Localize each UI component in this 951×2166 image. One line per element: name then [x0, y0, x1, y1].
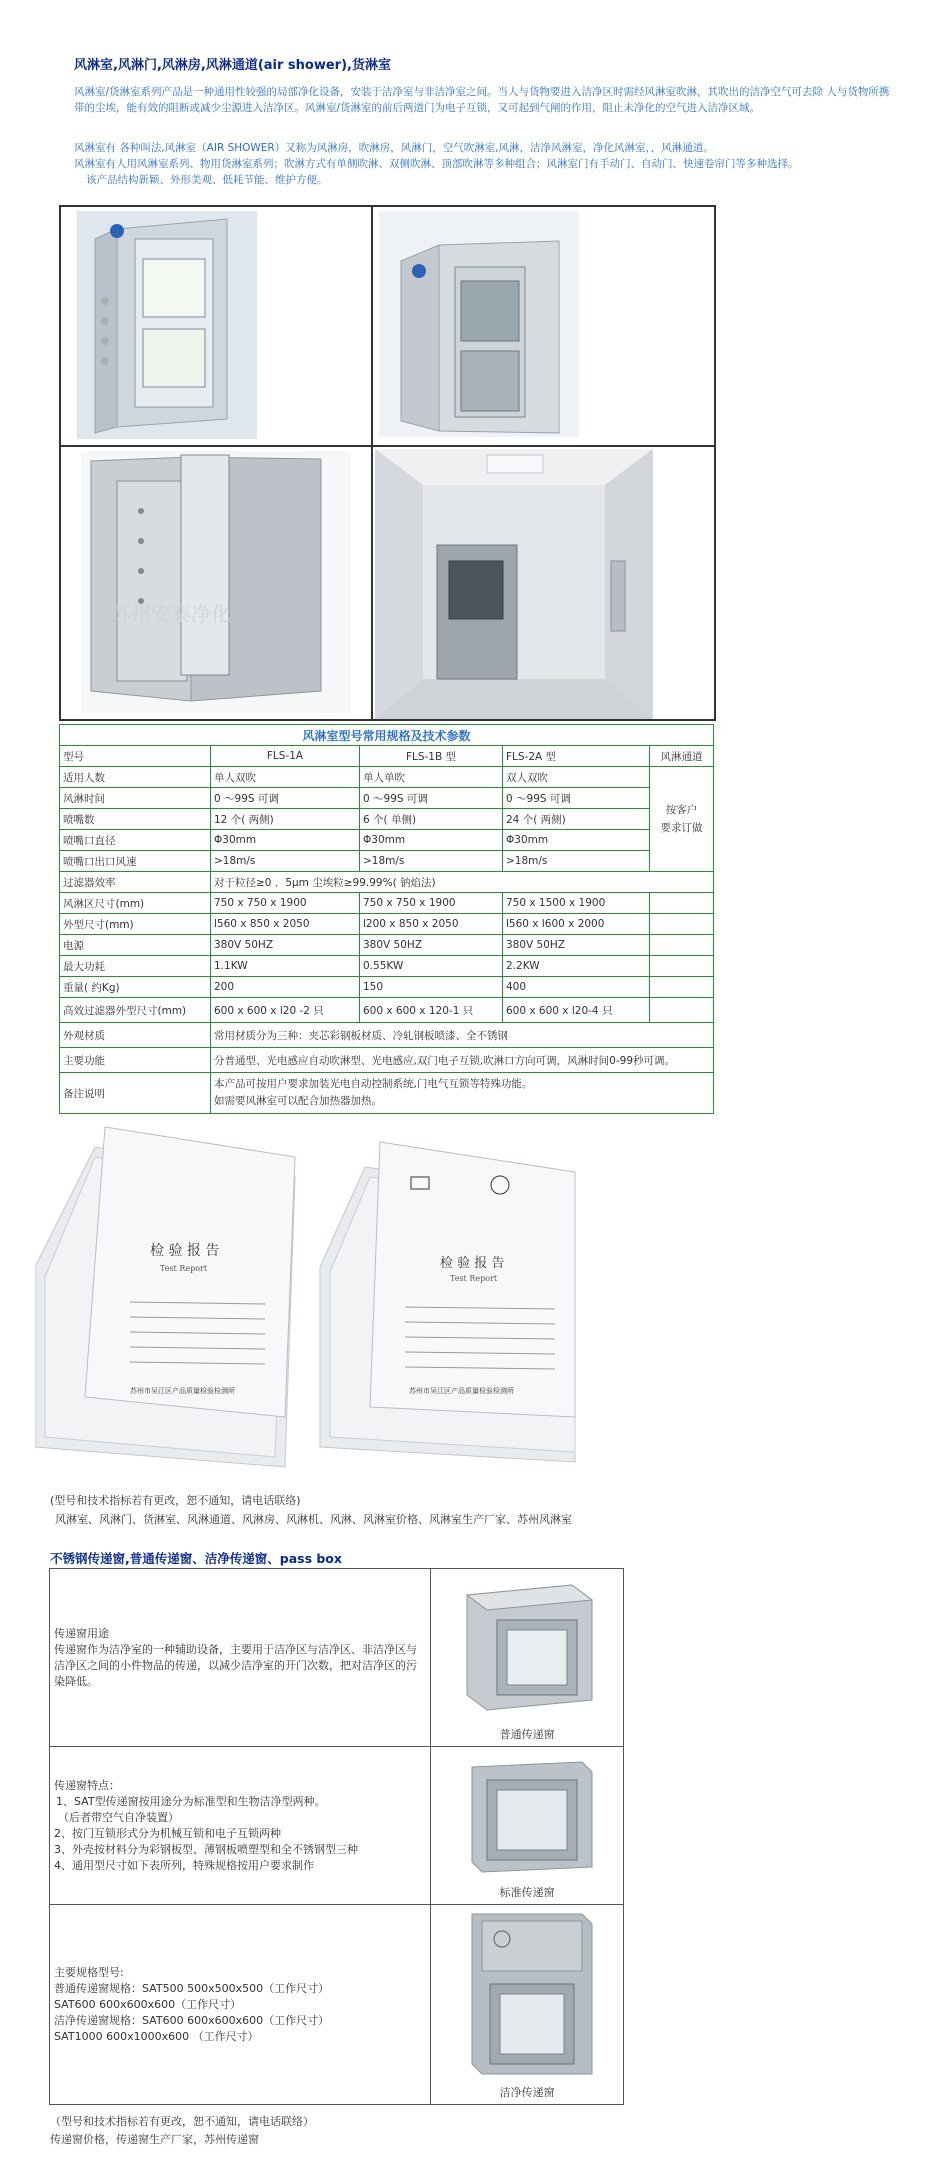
- air-shower-photo-1: [77, 211, 257, 439]
- table-cell: 喷嘴数: [60, 809, 211, 830]
- table-cell: 双人双吹: [503, 767, 650, 788]
- alias-line: 风淋室有 各种叫法,风淋室（AIR SHOWER）又称为风淋房，吹淋房，风淋门，空气吹淋室,风淋，洁净风淋室，净化风淋室，，风淋通道。: [74, 142, 714, 154]
- table-cell: >18m/s: [360, 851, 503, 872]
- table-cell: >18m/s: [211, 851, 360, 872]
- air-shower-room-photo: [375, 449, 653, 719]
- table-cell: 最大功耗: [60, 956, 211, 977]
- photo-cell-1: [60, 206, 372, 446]
- table-cell: 分普通型、光电感应自动吹淋型、光电感应,双门电子互锁,吹淋口方向可调，风淋时间0-99秒可调。: [211, 1048, 714, 1073]
- change-notice-2: （型号和技术指标若有更改，恕不通知，请电话联络）: [50, 2115, 314, 2128]
- table-cell: 过滤器效率: [60, 872, 211, 893]
- caption-standard-pass-box: 普通传递窗: [499, 1728, 555, 1741]
- table-cell: 0 ～99S 可调: [360, 788, 503, 809]
- intro-paragraph: 风淋室/货淋室系列产品是一种通用性较强的局部净化设备，安装于洁净室与非洁净室之间。当人与货物要进入洁净区时需经风淋室吹淋，其吹出的洁净空气可去除 人与货物所携带的尘埃，能有效的阻断或减少尘源进入洁净区。风淋室/货淋室的前后两道门为电子互锁，又可起到气闸的作用，阻止未净化的空气进入洁净区域。: [74, 86, 890, 114]
- photo-cell-3: [60, 446, 372, 720]
- features-line: 1、SAT型传递窗按用途分为标准型和生物洁净型两种。: [56, 1794, 326, 1808]
- spec-caption: 风淋室型号常用规格及技术参数: [60, 725, 714, 746]
- report-title-left: 检 验 报 告: [150, 1243, 220, 1259]
- standard-window-image: [452, 1752, 602, 1877]
- table-cell: 380V 50HZ: [211, 935, 360, 956]
- table-cell: 备注说明: [60, 1073, 211, 1114]
- models-line: 洁净传递窗规格：SAT600 600x600x600（工作尺寸）: [54, 2013, 330, 2027]
- table-cell: [650, 935, 714, 956]
- table-cell: [650, 893, 714, 914]
- table-row: [60, 767, 714, 788]
- table-row: [60, 1048, 714, 1073]
- table-cell: 风淋区尺寸(mm): [60, 893, 211, 914]
- table-cell: [650, 998, 714, 1023]
- pass-box-usage: [50, 1569, 431, 1747]
- table-cell: 200: [211, 977, 360, 998]
- table-cell: 400: [503, 977, 650, 998]
- models-line: SAT600 600x600x600（工作尺寸）: [54, 1997, 242, 2011]
- models-line: 普通传递窗规格：SAT500 500x500x500（工作尺寸）: [54, 1981, 330, 1995]
- pass-box-models: [50, 1905, 431, 2105]
- air-shower-photo-2: [379, 211, 579, 437]
- header-cell: 型号: [60, 746, 211, 767]
- table-cell: 24 个( 两侧): [503, 809, 650, 830]
- table-row: [60, 851, 714, 872]
- pass-box-photo-cell: [431, 1905, 624, 2105]
- table-row: [60, 893, 714, 914]
- header-cell: FLS-1A: [211, 746, 360, 767]
- table-cell: 单人双吹: [211, 767, 360, 788]
- air-shower-photo-3: [81, 451, 351, 713]
- features-line: 3、外壳按材料分为彩钢板型、薄钢板喷塑型和全不锈钢型三种: [54, 1842, 358, 1856]
- photo-cell-4: [372, 446, 715, 720]
- keyword-list-2: 传递窗价格，传递窗生产厂家，苏州传递窗: [50, 2133, 259, 2146]
- report-subtitle-right: Test Report: [450, 1274, 498, 1283]
- table-cell: l200 x 850 x 2050: [360, 914, 503, 935]
- table-cell: Φ30mm: [211, 830, 360, 851]
- table-cell: 重量( 约Kg): [60, 977, 211, 998]
- table-row: [60, 977, 714, 998]
- table-cell: 风淋时间: [60, 788, 211, 809]
- caption-clean-pass-box: 洁净传递窗: [499, 2086, 555, 2099]
- table-row: [60, 809, 714, 830]
- section-title-pass-box: 不锈钢传递窗,普通传递窗、洁净传递窗、pass box: [50, 1551, 342, 1566]
- table-row: [50, 1905, 624, 2105]
- intro-paragraph-2: [74, 140, 894, 188]
- header-cell: 风淋通道: [650, 746, 714, 767]
- table-cell: [211, 1073, 714, 1114]
- custom-note-line: 要求订做: [660, 822, 703, 834]
- pass-box-features: [50, 1747, 431, 1905]
- table-row: [60, 914, 714, 935]
- table-cell: 常用材质分为三种：夹芯彩钢板材质、冷轧钢板喷漆、全不锈钢: [211, 1023, 714, 1048]
- table-cell: 适用人数: [60, 767, 211, 788]
- table-cell: 外型尺寸(mm): [60, 914, 211, 935]
- table-cell: 150: [360, 977, 503, 998]
- remark-line: 本产品可按用户要求加装光电自动控制系统,门电气互锁等特殊功能。: [214, 1078, 533, 1090]
- table-cell: 1.1KW: [211, 956, 360, 977]
- table-row: [60, 872, 714, 893]
- change-notice: (型号和技术指标若有更改，恕不通知，请电话联络): [50, 1494, 301, 1507]
- table-cell: 6 个( 单侧): [360, 809, 503, 830]
- table-cell: [650, 956, 714, 977]
- table-row: [60, 935, 714, 956]
- pass-box-table: [49, 1568, 624, 2105]
- models-line: SAT1000 600x1000x600 （工作尺寸）: [54, 2029, 259, 2043]
- table-cell: 主要功能: [60, 1048, 211, 1073]
- usage-body: 传递窗作为洁净室的一种辅助设备，主要用于洁净区与洁净区、非洁净区与洁净区之间的小件物品的传递，以减少洁净室的开门次数，把对洁净区的污染降低。: [54, 1642, 417, 1688]
- table-cell: [650, 977, 714, 998]
- features-line: 4、通用型尺寸如下表所列，特殊规格按用户要求制作: [54, 1858, 314, 1872]
- table-cell: 对于粒径≥0 ．5μm 尘埃粒≥99.99%( 钠焰法): [211, 872, 714, 893]
- remark-line: 如需要风淋室可以配合加热器加热。: [214, 1095, 382, 1107]
- table-cell: 高效过滤器外型尺寸(mm): [60, 998, 211, 1023]
- custom-note-line: 按客户: [665, 804, 698, 816]
- table-cell: 750 x 750 x 1900: [360, 893, 503, 914]
- features-line: 2、按门互锁形式分为机械互锁和电子互锁两种: [54, 1826, 281, 1840]
- test-report-images: [35, 1117, 580, 1477]
- page-title: 风淋室,风淋门,风淋房,风淋通道(air shower),货淋室: [74, 58, 391, 73]
- table-cell: l560 x l600 x 2000: [503, 914, 650, 935]
- table-row: [60, 1023, 714, 1048]
- pass-box-photo-cell: [431, 1569, 624, 1747]
- table-cell: 750 x 750 x 1900: [211, 893, 360, 914]
- standard-pass-box-image: [452, 1575, 602, 1715]
- features-title: 传递窗特点：: [54, 1778, 120, 1792]
- table-cell: 0 ～99S 可调: [503, 788, 650, 809]
- table-cell: 12 个( 两侧): [211, 809, 360, 830]
- table-row: [60, 788, 714, 809]
- table-row: [50, 1569, 624, 1747]
- report-org-right: 苏州市吴江区产品质量检验检测所: [409, 1387, 514, 1395]
- report-org-left: 苏州市吴江区产品质量检验检测所: [130, 1387, 235, 1395]
- pass-box-photo-cell: [431, 1747, 624, 1905]
- watermark-text: 苏州安泰净化: [111, 602, 231, 626]
- table-row: [60, 746, 714, 767]
- features-line: （后者带空气自净装置）: [58, 1810, 179, 1824]
- table-cell: 600 x 600 x l20-4 只: [503, 998, 650, 1023]
- table-cell: 2.2KW: [503, 956, 650, 977]
- series-line: 风淋室有人用风淋室系列、物用货淋室系列；吹淋方式有单侧吹淋、双侧吹淋、顶部吹淋等多种组合；风淋室门有手动门、自动门、快速卷帘门等多种选择。: [74, 158, 799, 170]
- test-report-right: [320, 1142, 575, 1462]
- table-cell: 380V 50HZ: [503, 935, 650, 956]
- models-title: 主要规格型号:: [54, 1965, 124, 1979]
- clean-pass-box-image: [452, 1909, 602, 2079]
- table-cell: Φ30mm: [503, 830, 650, 851]
- photo-cell-2: [372, 206, 715, 446]
- table-cell: 600 x 600 x 120-1 只: [360, 998, 503, 1023]
- header-cell: FLS-2A 型: [503, 746, 650, 767]
- header-cell: FLS-1B 型: [360, 746, 503, 767]
- table-cell: [650, 914, 714, 935]
- table-cell: 单人单吹: [360, 767, 503, 788]
- table-row: [60, 830, 714, 851]
- report-title-right: 检 验 报 告: [440, 1256, 505, 1271]
- table-cell: 380V 50HZ: [360, 935, 503, 956]
- usage-title: 传递窗用途: [54, 1626, 109, 1640]
- table-row: [60, 998, 714, 1023]
- table-cell: 电源: [60, 935, 211, 956]
- table-cell: 0 ～99S 可调: [211, 788, 360, 809]
- table-row: [60, 1073, 714, 1114]
- table-cell: Φ30mm: [360, 830, 503, 851]
- table-cell: >18m/s: [503, 851, 650, 872]
- table-cell: 喷嘴口直径: [60, 830, 211, 851]
- keyword-list: 风淋室、风淋门、货淋室、风淋通道、风淋房、风淋机、风淋、风淋室价格、风淋室生产厂家、苏州风淋室: [55, 1513, 572, 1526]
- custom-order-note: [650, 767, 714, 872]
- report-subtitle-left: Test Report: [160, 1264, 208, 1273]
- table-cell: 0.55KW: [360, 956, 503, 977]
- table-cell: 600 x 600 x l20 -2 只: [211, 998, 360, 1023]
- feature-line: 该产品结构新颖、外形美观、低耗节能、维护方便。: [86, 174, 328, 186]
- product-photo-grid: [59, 205, 716, 721]
- table-cell: 750 x 1500 x 1900: [503, 893, 650, 914]
- table-row: [50, 1747, 624, 1905]
- caption-standard-window: 标准传递窗: [499, 1886, 555, 1899]
- spec-table: [59, 724, 714, 1114]
- table-cell: l560 x 850 x 2050: [211, 914, 360, 935]
- table-row: [60, 956, 714, 977]
- table-cell: 外观材质: [60, 1023, 211, 1048]
- table-cell: 喷嘴口出口风速: [60, 851, 211, 872]
